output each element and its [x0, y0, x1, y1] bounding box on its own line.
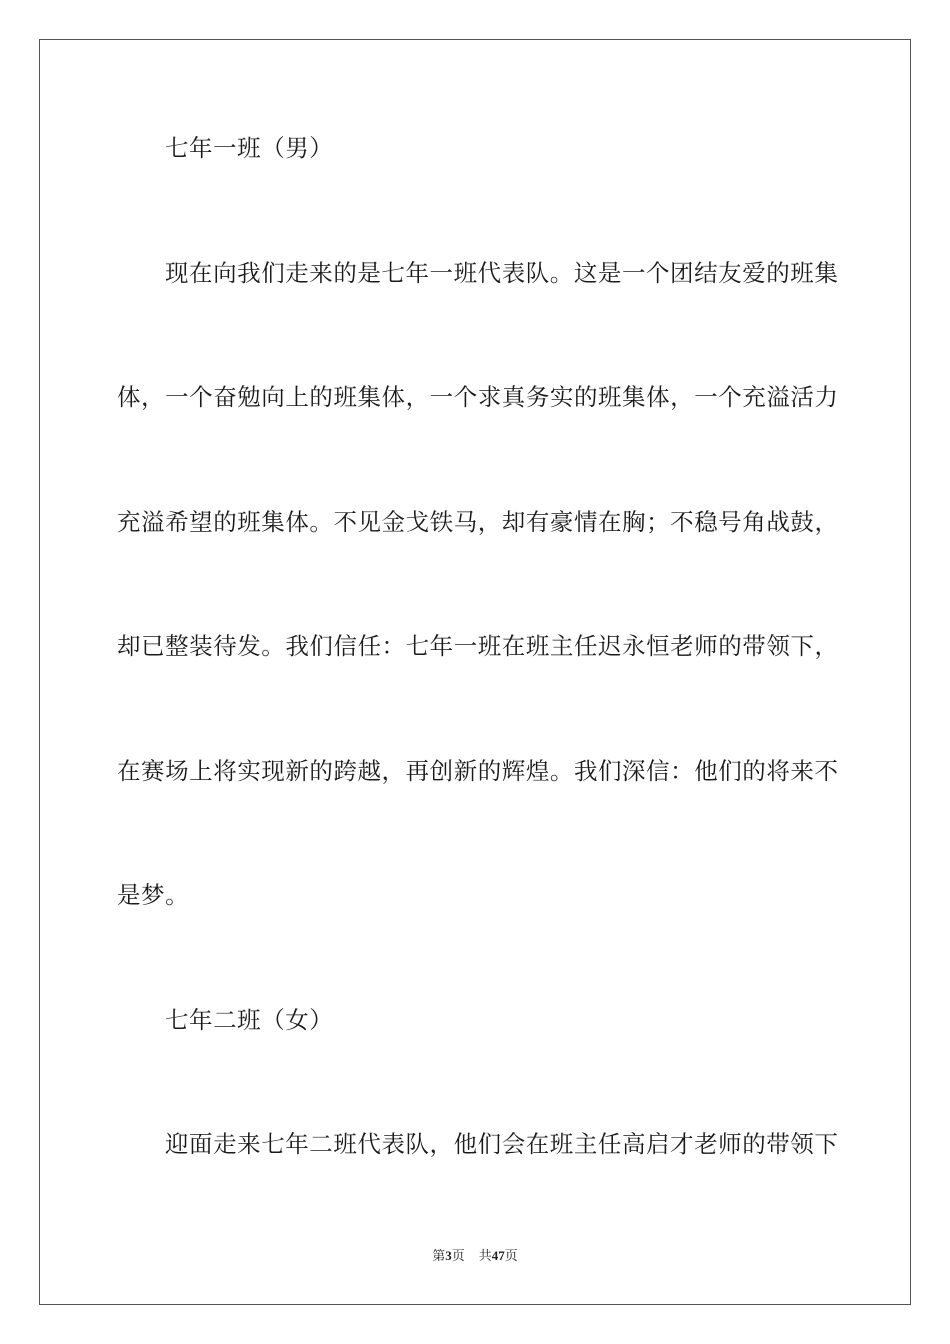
paragraph-line: 在赛场上将实现新的跨越，再创新的辉煌。我们深信：他们的将来不	[117, 757, 839, 785]
paragraph-line: 现在向我们走来的是七年一班代表队。这是一个团结友爱的班集	[165, 259, 839, 287]
total-prefix: 共	[478, 1248, 492, 1263]
paragraph-line: 体，一个奋勉向上的班集体，一个求真务实的班集体，一个充溢活力	[117, 383, 839, 411]
page-footer	[0, 1245, 950, 1264]
paragraph-line: 却已整装待发。我们信任：七年一班在班主任迟永恒老师的带领下，	[117, 632, 839, 660]
section-heading-class-1: 七年一班（男）	[165, 134, 334, 162]
page-suffix: 页	[451, 1248, 465, 1263]
page-border	[39, 39, 911, 1305]
section-heading-class-2: 七年二班（女）	[165, 1006, 334, 1034]
page-number: 3	[445, 1248, 452, 1263]
page-prefix: 第	[432, 1248, 446, 1263]
total-pages: 47	[491, 1248, 505, 1263]
paragraph-line: 迎面走来七年二班代表队，他们会在班主任高启才老师的带领下	[165, 1130, 839, 1158]
paragraph-line: 充溢希望的班集体。不见金戈铁马，却有豪情在胸；不稳号角战鼓，	[117, 508, 839, 536]
total-suffix: 页	[504, 1248, 518, 1263]
paragraph-line: 是梦。	[117, 881, 190, 909]
